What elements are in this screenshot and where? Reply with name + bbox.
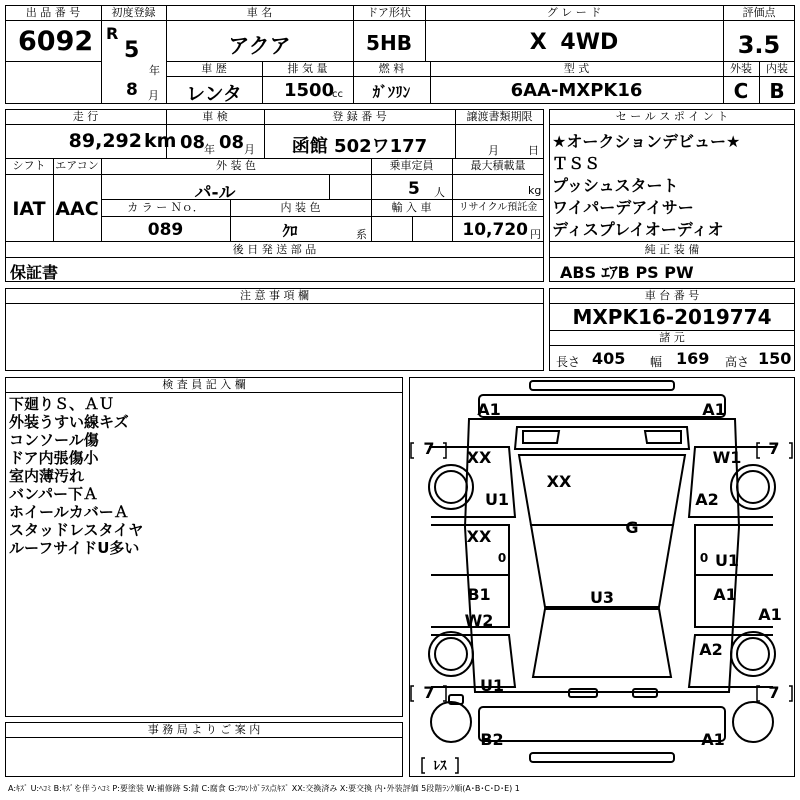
damage-mark: 0 (699, 551, 709, 565)
damage-mark: W2 (464, 611, 494, 630)
legend: A:ｷｽﾞ U:ﾍｺﾐ B:ｷｽﾞを伴うﾍｺﾐ P:要塗装 W:補修跡 S:錆 C:腐食 G:ﾌﾛﾝﾄｶﾞﾗｽ点ｷｽﾞ XX:交換済み X:要交換 内･外装評価 5段階ﾗﾝｸ順(A･B･C･D･E) 1 (8, 784, 520, 793)
damage-mark: U1 (479, 676, 505, 695)
transfer-day: 日 (528, 144, 539, 157)
mileage: 89,292 (68, 130, 142, 152)
damage-mark: XX (466, 448, 492, 467)
damage-mark: A1 (758, 605, 782, 624)
damage-mark: U1 (714, 551, 740, 570)
fuel-label: 燃 料 (378, 62, 405, 75)
chassis-number: MXPK16-2019774 (572, 305, 772, 329)
equipment-value: ABS ｴｱB PS PW (560, 263, 694, 282)
damage-mark: W1 (712, 448, 742, 467)
bracket (455, 758, 458, 773)
aircon: AAC (55, 198, 99, 220)
score-label: 評価点 (742, 6, 776, 19)
damage-mark: ﾚｽ (433, 759, 447, 774)
sales-item: プッシュスタート (552, 176, 679, 195)
score: 3.5 (737, 31, 781, 59)
reg-year: 5 (124, 38, 140, 63)
divider (101, 5, 102, 104)
lot-number: 6092 (18, 26, 94, 57)
sales-item: ★オークションデビュー★ (552, 132, 741, 151)
damage-mark: B1 (467, 585, 491, 604)
divider (549, 241, 795, 242)
history: レンタ (186, 83, 242, 105)
divider (5, 303, 544, 304)
door-label: ドア形状 (367, 6, 411, 19)
divider (5, 124, 544, 125)
rear-bumper (530, 753, 674, 762)
inspection-label: 車 検 (202, 110, 228, 123)
divider (5, 392, 403, 393)
length: 405 (592, 349, 626, 368)
sales-label: セ ー ル ス ポ イ ン ト (615, 110, 729, 123)
bracket (411, 686, 414, 701)
interior-color: ｸﾛ (282, 222, 298, 240)
damage-mark: U1 (484, 490, 510, 509)
bracket (757, 686, 760, 701)
car-damage-diagram (409, 377, 795, 777)
model-code: 6AA-MXPK16 (510, 80, 643, 101)
displacement: 1500 (284, 80, 335, 101)
load-label: 最大積載量 (470, 159, 526, 172)
grade-label: グ レ ー ド (546, 6, 602, 19)
inspection-month: 08 (219, 132, 245, 153)
bracket (443, 443, 446, 458)
damage-mark: 7 (768, 683, 780, 702)
reg-label: 初度登録 (111, 6, 156, 19)
interior-label: 内 装 色 (280, 201, 321, 214)
mileage-label: 走 行 (72, 110, 99, 123)
front-bumper-panel (479, 395, 725, 417)
colorno-label: カ ラ ー Ｎｏ． (127, 201, 204, 214)
shift-label: シフト (12, 159, 46, 172)
divider (5, 241, 544, 242)
damage-mark: XX (466, 527, 492, 546)
bracket (789, 686, 792, 701)
bracket (422, 758, 425, 773)
damage-mark: A1 (701, 730, 725, 749)
height: 150 (758, 349, 792, 368)
note-line: 室内薄汚れ (9, 467, 85, 485)
note-line: 下廻りＳ、ＡＵ (9, 395, 115, 413)
damage-mark: A1 (702, 400, 726, 419)
interior-grade: B (769, 79, 785, 103)
spare-wheel-left (431, 702, 471, 742)
plate-number: 函館 502ワ177 (291, 136, 428, 157)
inspection-year: 08 (180, 132, 206, 153)
bracket (411, 443, 414, 458)
transfer-month: 月 (488, 144, 499, 157)
rear-bumper-panel (479, 707, 725, 741)
divider (166, 61, 723, 62)
wheel-front-left-inner (435, 471, 467, 503)
office-label: 事 務 局 よ り ご 案 内 (147, 723, 261, 736)
note-line: 外装うすい線キズ (9, 413, 129, 431)
grade: X 4WD (529, 30, 619, 55)
wheel-front-right-inner (737, 471, 769, 503)
height-label: 高さ (725, 355, 750, 369)
divider (101, 20, 723, 21)
inspection-year-unit: 年 (204, 143, 215, 156)
note-line: スタッドレスタイヤ (9, 521, 144, 539)
headlight-left (523, 431, 559, 443)
fuel: ｶﾞｿﾘﾝ (372, 83, 411, 101)
note-line: コンソール傷 (9, 431, 99, 449)
damage-mark: A2 (695, 490, 719, 509)
reg-year-unit: 年 (149, 64, 160, 77)
divider (5, 257, 544, 258)
chassis-label: 車 台 番 号 (644, 289, 700, 302)
divider (5, 61, 101, 62)
damage-mark: U3 (589, 588, 615, 607)
damage-mark: 0 (497, 551, 507, 565)
ac-label: エアコン (55, 159, 99, 172)
recycle-label: リサイクル預託金 (458, 202, 538, 213)
damage-mark: G (625, 518, 639, 537)
spare-wheel-right (733, 702, 773, 742)
width-label: 幅 (650, 355, 663, 369)
note-line: バンパー下Ａ (9, 485, 98, 503)
reg-month: 8 (126, 80, 138, 100)
bracket (789, 443, 792, 458)
cc-unit: cc (332, 89, 343, 100)
divider (5, 737, 403, 738)
divider (166, 76, 723, 77)
car-name: アクア (228, 34, 291, 58)
inspector-label: 検 査 員 記 入 欄 (162, 378, 246, 391)
door-type: 5HB (366, 31, 412, 55)
divider (5, 174, 544, 175)
headlight-right (645, 431, 681, 443)
divider (549, 124, 795, 125)
caution-label: 注 意 事 項 欄 (240, 289, 309, 302)
width: 169 (676, 349, 710, 368)
bracket (443, 686, 446, 701)
length-label: 長さ (556, 355, 581, 369)
capacity-label: 乗車定員 (389, 159, 434, 172)
wheel-rear-left-inner (435, 638, 467, 670)
plate-label: 登 録 番 号 (332, 110, 387, 123)
reg-era: R (106, 24, 119, 43)
divider (549, 345, 795, 346)
damage-mark: B2 (480, 730, 504, 749)
sales-item: ＴＳＳ (552, 154, 601, 173)
divider (412, 216, 413, 241)
load-unit: kg (528, 184, 542, 197)
interior-unit: 系 (356, 228, 367, 241)
lot-label: 出 品 番 号 (25, 6, 81, 19)
note-line: ドア内張傷小 (9, 449, 99, 467)
inspection-month-unit: 月 (244, 143, 255, 156)
int-label: 内装 (766, 62, 788, 75)
damage-mark: XX (546, 472, 572, 491)
color-number: 089 (147, 220, 184, 240)
name-label: 車 名 (246, 6, 273, 19)
exterior-color: パ-ル (194, 183, 236, 203)
mileage-unit: km (144, 130, 177, 152)
front-bumper (530, 381, 674, 390)
divider (549, 257, 795, 258)
transfer-label: 譲渡書類期限 (466, 110, 533, 123)
divider (329, 174, 330, 199)
ext-label: 外装 (730, 62, 752, 75)
damage-mark: 7 (423, 683, 435, 702)
recycle-fee: 10,720 (462, 220, 528, 240)
shift: IAT (12, 198, 46, 220)
sales-item: ワイパーデアイサー (552, 198, 694, 217)
equipment-label: 純 正 装 備 (644, 243, 700, 256)
wheel-rear-right-inner (737, 638, 769, 670)
rear-glass (533, 609, 671, 677)
divider (723, 20, 795, 21)
cc-label: 排 気 量 (287, 62, 328, 75)
parts-label: 後 日 発 送 部 品 (232, 243, 317, 256)
damage-mark: A1 (713, 585, 737, 604)
capacity: 5 (408, 179, 420, 199)
note-line: ホイールカバーＡ (9, 503, 129, 521)
note-line: ルーフサイドU多い (9, 539, 140, 557)
sales-item: ディスプレイオーディオ (552, 220, 724, 239)
parts-value: 保証書 (10, 263, 59, 282)
inspector-notes (9, 395, 143, 557)
recycle-unit: 円 (530, 228, 541, 241)
damage-mark: A2 (699, 640, 723, 659)
color-label: 外 装 色 (216, 159, 256, 172)
capacity-unit: 人 (434, 186, 445, 199)
reg-month-unit: 月 (148, 89, 159, 102)
divider (101, 216, 544, 217)
damage-mark: 7 (423, 439, 435, 458)
history-label: 車 歴 (201, 62, 227, 75)
exterior-grade: C (733, 79, 749, 103)
model-label: 型 式 (563, 62, 590, 75)
import-label: 輸 入 車 (391, 201, 432, 214)
damage-mark: 7 (768, 439, 780, 458)
divider (5, 20, 101, 21)
divider (549, 303, 795, 304)
roof (519, 455, 685, 525)
damage-mark: A1 (477, 400, 501, 419)
spec-label: 諸 元 (659, 331, 685, 344)
bracket (757, 443, 760, 458)
